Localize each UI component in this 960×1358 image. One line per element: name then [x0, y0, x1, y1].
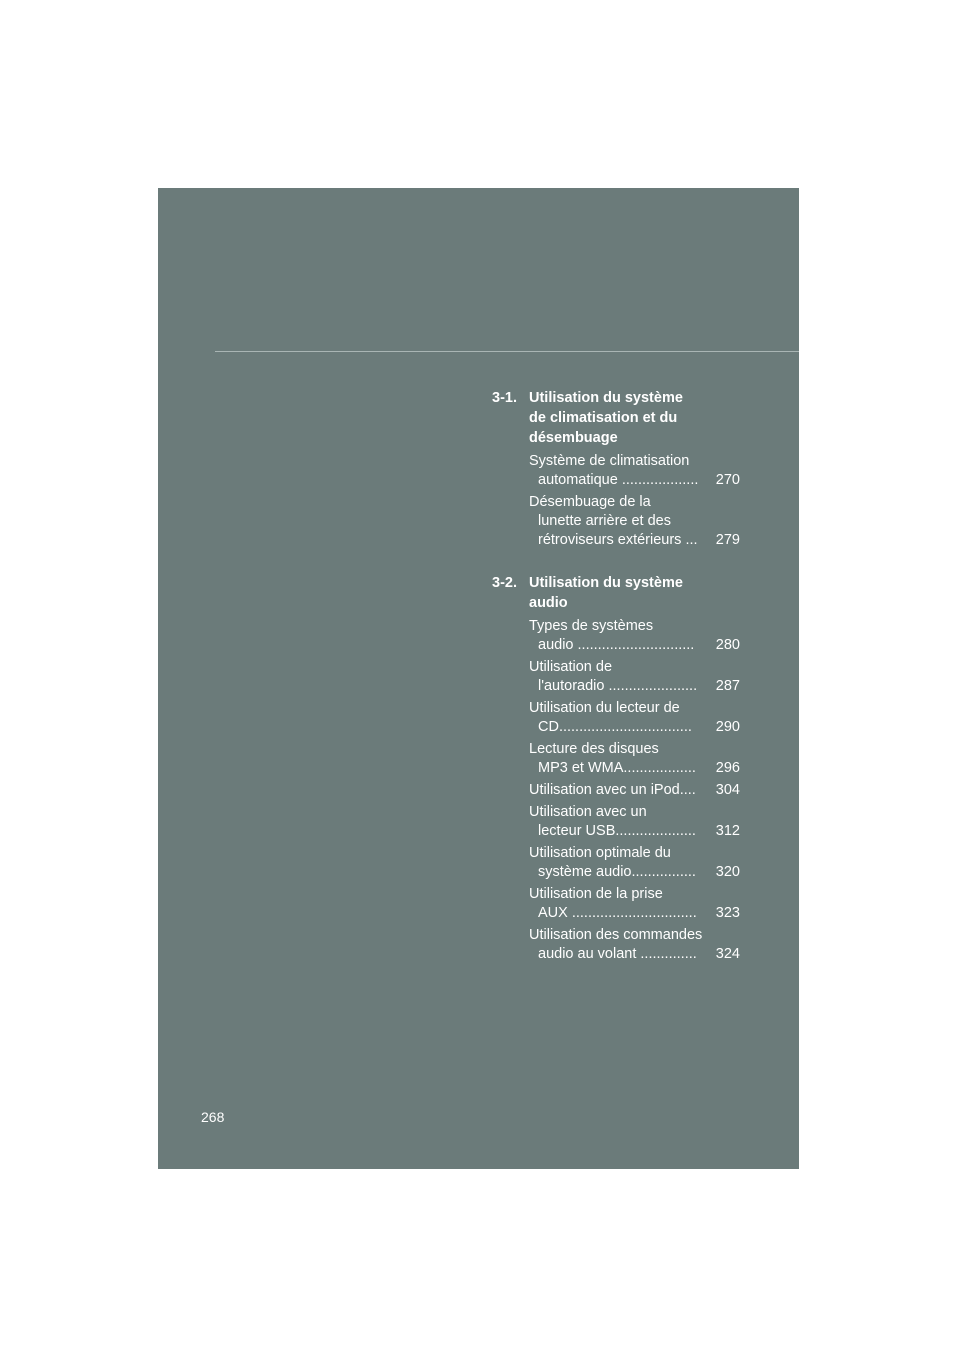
- table-of-contents: [492, 388, 740, 967]
- header-rule: [215, 351, 799, 352]
- section-entries: [529, 452, 740, 550]
- toc-entry[interactable]: Désembuage de la lunette arrière et des rétroviseurs extérieurs ... 279: [529, 494, 740, 548]
- toc-entry[interactable]: Utilisation de la prise AUX ............................... 323: [529, 886, 740, 921]
- page-ref: 270: [715, 472, 740, 488]
- toc-entry[interactable]: Utilisation avec un lecteur USB.................... 312: [529, 804, 740, 839]
- page-ref: 290: [715, 719, 740, 735]
- section-title: Utilisation du système de climatisation et du désembuage: [529, 390, 683, 446]
- section-title: Utilisation du système audio: [529, 575, 683, 611]
- toc-section-3-2: [492, 573, 740, 964]
- toc-entry[interactable]: Système de climatisation automatique ................... 270: [529, 453, 740, 488]
- page-ref: 296: [715, 760, 740, 776]
- toc-entry[interactable]: Utilisation avec un iPod.... 304: [529, 782, 740, 798]
- section-heading[interactable]: [492, 573, 740, 613]
- section-heading[interactable]: [492, 388, 740, 448]
- page-ref: 324: [715, 946, 740, 962]
- page-ref: 287: [715, 678, 740, 694]
- page-ref: 323: [715, 905, 740, 921]
- page-ref: 304: [715, 782, 740, 798]
- toc-entry[interactable]: Lecture des disques MP3 et WMA.................. 296: [529, 741, 740, 776]
- page-ref: 312: [715, 823, 740, 839]
- page-number: 268: [201, 1109, 225, 1125]
- toc-entry[interactable]: Utilisation du lecteur de CD................................. 290: [529, 700, 740, 735]
- page-ref: 280: [715, 637, 740, 653]
- toc-entry[interactable]: Utilisation optimale du système audio................ 320: [529, 845, 740, 880]
- toc-entry[interactable]: Types de systèmes audio ............................. 280: [529, 618, 740, 653]
- section-number: 3-1.: [492, 390, 517, 406]
- section-entries: [529, 617, 740, 964]
- toc-section-3-1: [492, 388, 740, 550]
- section-number: 3-2.: [492, 575, 517, 591]
- page-ref: 320: [715, 864, 740, 880]
- toc-entry[interactable]: Utilisation de l'autoradio ...................... 287: [529, 659, 740, 694]
- toc-entry[interactable]: Utilisation des commandes audio au volant .............. 324: [529, 927, 740, 962]
- page-ref: 279: [715, 532, 740, 548]
